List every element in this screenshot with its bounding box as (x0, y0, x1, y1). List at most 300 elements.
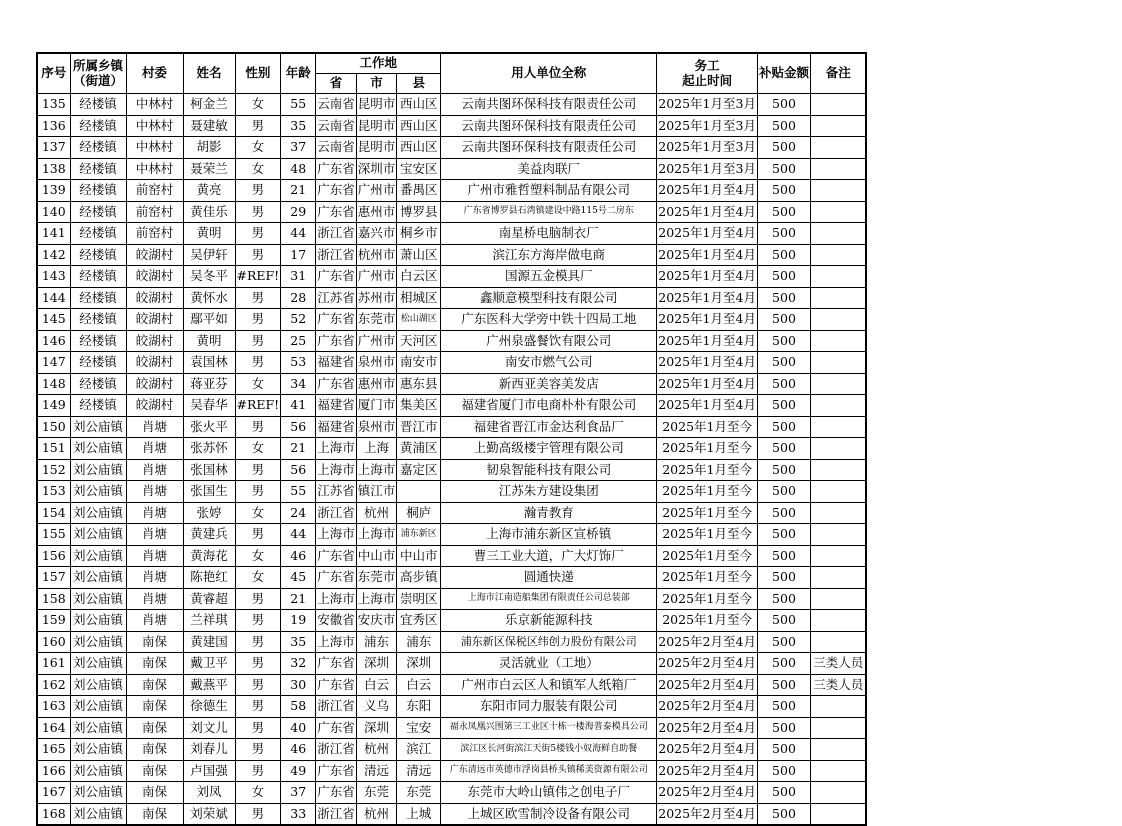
cell-village: 肖塘 (126, 524, 183, 546)
table-row (37, 352, 866, 374)
cell-gender: 男 (235, 201, 281, 223)
header-province: 省 (316, 74, 357, 94)
cell-subsidy-amount: 500 (757, 137, 810, 159)
cell-age: 21 (281, 438, 316, 460)
cell-work-period: 2025年1月至4月 (657, 395, 758, 417)
cell-person-name: 黄亮 (183, 180, 235, 202)
cell-serial-number: 137 (37, 137, 70, 159)
table-row (37, 481, 866, 503)
cell-age: 48 (281, 158, 316, 180)
cell-work-period: 2025年1月至今 (657, 524, 758, 546)
cell-serial-number: 156 (37, 545, 70, 567)
cell-county: 相城区 (397, 287, 441, 309)
cell-township: 刘公庙镇 (70, 610, 126, 632)
cell-employer: 广州市雅哲塑料制品有限公司 (441, 180, 657, 202)
cell-gender: 男 (235, 180, 281, 202)
cell-township: 经楼镇 (70, 244, 126, 266)
cell-work-period: 2025年2月至4月 (657, 739, 758, 761)
cell-age: 46 (281, 545, 316, 567)
cell-city: 广州市 (356, 266, 397, 288)
cell-age: 24 (281, 502, 316, 524)
cell-remark (810, 115, 866, 137)
cell-county: 桐乡市 (397, 223, 441, 245)
cell-person-name: 鄢平如 (183, 309, 235, 331)
cell-person-name: 张婷 (183, 502, 235, 524)
cell-province: 广东省 (316, 653, 357, 675)
table-row (37, 158, 866, 180)
cell-city: 清远 (356, 760, 397, 782)
cell-serial-number: 141 (37, 223, 70, 245)
cell-township: 刘公庙镇 (70, 739, 126, 761)
cell-work-period: 2025年1月至今 (657, 502, 758, 524)
cell-employer: 南星桥电脑制衣厂 (441, 223, 657, 245)
cell-gender: 男 (235, 760, 281, 782)
cell-work-period: 2025年1月至4月 (657, 287, 758, 309)
cell-city: 深圳 (356, 717, 397, 739)
cell-subsidy-amount: 500 (757, 524, 810, 546)
cell-employer: 国源五金模具厂 (441, 266, 657, 288)
cell-village: 前窑村 (126, 223, 183, 245)
cell-county: 宝安 (397, 717, 441, 739)
cell-village: 南保 (126, 653, 183, 675)
cell-village: 南保 (126, 717, 183, 739)
cell-remark (810, 739, 866, 761)
cell-province: 浙江省 (316, 502, 357, 524)
cell-county: 集美区 (397, 395, 441, 417)
cell-person-name: 蒋亚芬 (183, 373, 235, 395)
cell-remark (810, 244, 866, 266)
table-row (37, 459, 866, 481)
cell-work-period: 2025年1月至今 (657, 459, 758, 481)
cell-subsidy-amount: 500 (757, 223, 810, 245)
cell-village: 南保 (126, 739, 183, 761)
cell-work-period: 2025年1月至4月 (657, 373, 758, 395)
cell-gender: 男 (235, 610, 281, 632)
cell-age: 21 (281, 180, 316, 202)
cell-province: 福建省 (316, 352, 357, 374)
cell-city: 昆明市 (356, 137, 397, 159)
cell-city: 厦门市 (356, 395, 397, 417)
cell-village: 皎湖村 (126, 309, 183, 331)
cell-remark (810, 502, 866, 524)
cell-county: 西山区 (397, 94, 441, 116)
cell-age: 44 (281, 223, 316, 245)
cell-person-name: 张火平 (183, 416, 235, 438)
header-gender: 性别 (235, 53, 281, 94)
cell-gender: 男 (235, 674, 281, 696)
cell-serial-number: 163 (37, 696, 70, 718)
table-row (37, 782, 866, 804)
table-row (37, 201, 866, 223)
cell-township: 经楼镇 (70, 201, 126, 223)
cell-gender: 女 (235, 94, 281, 116)
cell-county: 深圳 (397, 653, 441, 675)
cell-subsidy-amount: 500 (757, 545, 810, 567)
cell-remark (810, 803, 866, 825)
cell-work-period: 2025年2月至4月 (657, 717, 758, 739)
cell-remark (810, 94, 866, 116)
cell-county: 博罗县 (397, 201, 441, 223)
cell-township: 刘公庙镇 (70, 416, 126, 438)
cell-work-period: 2025年1月至3月 (657, 94, 758, 116)
cell-gender: 男 (235, 653, 281, 675)
cell-township: 刘公庙镇 (70, 803, 126, 825)
cell-remark (810, 481, 866, 503)
header-period-line2: 起止时间 (682, 72, 733, 88)
cell-village: 南保 (126, 674, 183, 696)
table-row (37, 610, 866, 632)
cell-county: 番禺区 (397, 180, 441, 202)
header-period (657, 53, 758, 94)
cell-age: 55 (281, 94, 316, 116)
cell-province: 江苏省 (316, 481, 357, 503)
header-amount: 补贴金额 (757, 53, 810, 94)
cell-city: 东莞 (356, 782, 397, 804)
cell-employer: 圆通快递 (441, 567, 657, 589)
cell-remark (810, 330, 866, 352)
cell-province: 江苏省 (316, 287, 357, 309)
table-row (37, 653, 866, 675)
cell-village: 皎湖村 (126, 395, 183, 417)
cell-remark (810, 610, 866, 632)
cell-person-name: 戴卫平 (183, 653, 235, 675)
table-row (37, 545, 866, 567)
cell-person-name: 张国林 (183, 459, 235, 481)
cell-village: 肖塘 (126, 588, 183, 610)
cell-age: 40 (281, 717, 316, 739)
cell-employer: 韧泉智能科技有限公司 (441, 459, 657, 481)
cell-township: 刘公庙镇 (70, 674, 126, 696)
cell-city: 安庆市 (356, 610, 397, 632)
header-village: 村委 (126, 53, 183, 94)
cell-village: 肖塘 (126, 502, 183, 524)
table-row (37, 309, 866, 331)
cell-city: 杭州 (356, 739, 397, 761)
cell-township: 经楼镇 (70, 309, 126, 331)
cell-county: 天河区 (397, 330, 441, 352)
cell-work-period: 2025年1月至4月 (657, 309, 758, 331)
cell-township: 刘公庙镇 (70, 438, 126, 460)
cell-county: 黄浦区 (397, 438, 441, 460)
cell-province: 广东省 (316, 782, 357, 804)
cell-work-period: 2025年2月至4月 (657, 653, 758, 675)
cell-subsidy-amount: 500 (757, 631, 810, 653)
cell-province: 广东省 (316, 674, 357, 696)
cell-age: 49 (281, 760, 316, 782)
cell-gender: 男 (235, 287, 281, 309)
cell-subsidy-amount: 500 (757, 287, 810, 309)
cell-county: 宜秀区 (397, 610, 441, 632)
cell-city: 上海市 (356, 588, 397, 610)
cell-work-period: 2025年1月至4月 (657, 223, 758, 245)
cell-subsidy-amount: 500 (757, 696, 810, 718)
table-row (37, 717, 866, 739)
header-no: 序号 (37, 53, 70, 94)
cell-employer: 乐京新能源科技 (441, 610, 657, 632)
table-row (37, 287, 866, 309)
cell-age: 28 (281, 287, 316, 309)
cell-serial-number: 160 (37, 631, 70, 653)
cell-township: 刘公庙镇 (70, 567, 126, 589)
cell-village: 中林村 (126, 115, 183, 137)
cell-gender: 男 (235, 588, 281, 610)
cell-employer: 广东医科大学旁中铁十四局工地 (441, 309, 657, 331)
cell-city: 浦东 (356, 631, 397, 653)
cell-serial-number: 168 (37, 803, 70, 825)
cell-person-name: 戴燕平 (183, 674, 235, 696)
cell-village: 中林村 (126, 158, 183, 180)
cell-city: 上海市 (356, 524, 397, 546)
cell-employer: 东莞市大岭山镇伟之创电子厂 (441, 782, 657, 804)
cell-township: 经楼镇 (70, 395, 126, 417)
table-row (37, 373, 866, 395)
cell-gender: 男 (235, 459, 281, 481)
cell-township: 经楼镇 (70, 223, 126, 245)
cell-employer: 东阳市同力服装有限公司 (441, 696, 657, 718)
header-city: 市 (356, 74, 397, 94)
cell-serial-number: 147 (37, 352, 70, 374)
cell-village: 南保 (126, 782, 183, 804)
cell-village: 南保 (126, 760, 183, 782)
cell-province: 浙江省 (316, 244, 357, 266)
cell-village: 肖塘 (126, 459, 183, 481)
cell-work-period: 2025年1月至3月 (657, 137, 758, 159)
cell-person-name: 黄建兵 (183, 524, 235, 546)
cell-township: 刘公庙镇 (70, 760, 126, 782)
cell-subsidy-amount: 500 (757, 266, 810, 288)
cell-gender: 女 (235, 137, 281, 159)
cell-subsidy-amount: 500 (757, 330, 810, 352)
cell-province: 云南省 (316, 94, 357, 116)
cell-person-name: 兰祥琪 (183, 610, 235, 632)
cell-person-name: 黄建国 (183, 631, 235, 653)
cell-employer: 云南共图环保科技有限责任公司 (441, 115, 657, 137)
cell-subsidy-amount: 500 (757, 395, 810, 417)
cell-age: 17 (281, 244, 316, 266)
cell-village: 肖塘 (126, 610, 183, 632)
cell-subsidy-amount: 500 (757, 739, 810, 761)
table-row (37, 674, 866, 696)
cell-township: 刘公庙镇 (70, 545, 126, 567)
cell-county: 东阳 (397, 696, 441, 718)
cell-county: 惠东县 (397, 373, 441, 395)
cell-township: 经楼镇 (70, 158, 126, 180)
header-town-line1: 所属乡镇 (72, 58, 123, 74)
cell-township: 刘公庙镇 (70, 696, 126, 718)
cell-county: 西山区 (397, 115, 441, 137)
cell-city: 深圳 (356, 653, 397, 675)
cell-age: 37 (281, 137, 316, 159)
table-row (37, 739, 866, 761)
table-row (37, 395, 866, 417)
cell-gender: 男 (235, 115, 281, 137)
cell-province: 上海市 (316, 459, 357, 481)
cell-serial-number: 165 (37, 739, 70, 761)
header-name: 姓名 (183, 53, 235, 94)
cell-person-name: 袁国林 (183, 352, 235, 374)
cell-age: 55 (281, 481, 316, 503)
cell-city: 上海市 (356, 459, 397, 481)
cell-employer: 上海市浦东新区宣桥镇 (441, 524, 657, 546)
table-row (37, 524, 866, 546)
table-body (37, 94, 866, 826)
cell-province: 云南省 (316, 137, 357, 159)
cell-village: 皎湖村 (126, 352, 183, 374)
cell-village: 皎湖村 (126, 266, 183, 288)
cell-serial-number: 139 (37, 180, 70, 202)
cell-remark (810, 180, 866, 202)
cell-remark (810, 223, 866, 245)
cell-person-name: 黄睿超 (183, 588, 235, 610)
cell-county: 晋江市 (397, 416, 441, 438)
cell-serial-number: 162 (37, 674, 70, 696)
cell-subsidy-amount: 500 (757, 459, 810, 481)
cell-village: 前窑村 (126, 201, 183, 223)
cell-serial-number: 144 (37, 287, 70, 309)
cell-township: 经楼镇 (70, 287, 126, 309)
cell-age: 35 (281, 631, 316, 653)
cell-work-period: 2025年1月至今 (657, 567, 758, 589)
table-row (37, 137, 866, 159)
cell-gender: 女 (235, 545, 281, 567)
cell-serial-number: 136 (37, 115, 70, 137)
cell-work-period: 2025年1月至今 (657, 588, 758, 610)
cell-gender: 男 (235, 244, 281, 266)
cell-province: 上海市 (316, 524, 357, 546)
header-age: 年龄 (281, 53, 316, 94)
cell-remark (810, 158, 866, 180)
cell-gender: 女 (235, 158, 281, 180)
table-row (37, 330, 866, 352)
cell-employer: 江苏朱方建设集团 (441, 481, 657, 503)
cell-person-name: 黄海花 (183, 545, 235, 567)
table-row (37, 115, 866, 137)
cell-work-period: 2025年2月至4月 (657, 696, 758, 718)
cell-gender: #REF! (235, 395, 281, 417)
cell-age: 21 (281, 588, 316, 610)
cell-work-period: 2025年2月至4月 (657, 803, 758, 825)
cell-subsidy-amount: 500 (757, 760, 810, 782)
cell-age: 34 (281, 373, 316, 395)
cell-serial-number: 157 (37, 567, 70, 589)
cell-city: 中山市 (356, 545, 397, 567)
cell-county: 西山区 (397, 137, 441, 159)
cell-remark (810, 459, 866, 481)
cell-city: 苏州市 (356, 287, 397, 309)
cell-age: 41 (281, 395, 316, 417)
cell-age: 33 (281, 803, 316, 825)
cell-remark (810, 588, 866, 610)
cell-village: 南保 (126, 696, 183, 718)
cell-age: 56 (281, 416, 316, 438)
cell-city: 东莞市 (356, 309, 397, 331)
cell-gender: 男 (235, 803, 281, 825)
cell-subsidy-amount: 500 (757, 674, 810, 696)
cell-age: 53 (281, 352, 316, 374)
cell-township: 经楼镇 (70, 115, 126, 137)
cell-subsidy-amount: 500 (757, 782, 810, 804)
cell-province: 上海市 (316, 588, 357, 610)
cell-gender: 男 (235, 330, 281, 352)
cell-village: 南保 (126, 803, 183, 825)
cell-person-name: 刘文儿 (183, 717, 235, 739)
cell-employer: 广东省博罗县石湾镇建设中路115号二房东 (441, 201, 657, 223)
cell-age: 19 (281, 610, 316, 632)
cell-person-name: 黄佳乐 (183, 201, 235, 223)
cell-city: 杭州 (356, 502, 397, 524)
cell-province: 广东省 (316, 567, 357, 589)
cell-village: 肖塘 (126, 416, 183, 438)
cell-remark (810, 567, 866, 589)
cell-province: 广东省 (316, 330, 357, 352)
cell-person-name: 卢国强 (183, 760, 235, 782)
table-header (37, 53, 866, 94)
cell-work-period: 2025年1月至今 (657, 416, 758, 438)
cell-remark (810, 373, 866, 395)
table-row (37, 567, 866, 589)
cell-serial-number: 152 (37, 459, 70, 481)
cell-subsidy-amount: 500 (757, 309, 810, 331)
cell-work-period: 2025年1月至今 (657, 610, 758, 632)
cell-subsidy-amount: 500 (757, 115, 810, 137)
cell-serial-number: 167 (37, 782, 70, 804)
cell-gender: 男 (235, 416, 281, 438)
cell-employer: 浦东新区保税区纬创力股份有限公司 (441, 631, 657, 653)
cell-county: 崇明区 (397, 588, 441, 610)
cell-serial-number: 145 (37, 309, 70, 331)
cell-gender: 男 (235, 524, 281, 546)
cell-county: 中山市 (397, 545, 441, 567)
cell-province: 浙江省 (316, 223, 357, 245)
table-row (37, 803, 866, 825)
cell-subsidy-amount: 500 (757, 438, 810, 460)
cell-province: 福建省 (316, 395, 357, 417)
cell-employer: 美益肉联厂 (441, 158, 657, 180)
table-row (37, 588, 866, 610)
cell-serial-number: 159 (37, 610, 70, 632)
cell-township: 刘公庙镇 (70, 502, 126, 524)
table-row (37, 696, 866, 718)
cell-serial-number: 166 (37, 760, 70, 782)
cell-employer: 广东清远市英德市浮岗县桥头镇稀美资源有限公司 (441, 760, 657, 782)
cell-serial-number: 151 (37, 438, 70, 460)
cell-age: 52 (281, 309, 316, 331)
cell-age: 31 (281, 266, 316, 288)
cell-gender: 男 (235, 631, 281, 653)
table-row (37, 223, 866, 245)
cell-subsidy-amount: 500 (757, 201, 810, 223)
cell-serial-number: 154 (37, 502, 70, 524)
cell-work-period: 2025年2月至4月 (657, 782, 758, 804)
cell-person-name: 吴伊轩 (183, 244, 235, 266)
cell-county: 桐庐 (397, 502, 441, 524)
cell-age: 56 (281, 459, 316, 481)
cell-remark (810, 266, 866, 288)
cell-village: 南保 (126, 631, 183, 653)
cell-serial-number: 164 (37, 717, 70, 739)
cell-person-name: 徐德生 (183, 696, 235, 718)
cell-work-period: 2025年1月至3月 (657, 115, 758, 137)
cell-province: 广东省 (316, 266, 357, 288)
cell-serial-number: 138 (37, 158, 70, 180)
cell-remark (810, 352, 866, 374)
cell-remark (810, 524, 866, 546)
cell-subsidy-amount: 500 (757, 416, 810, 438)
cell-person-name: 聂荣兰 (183, 158, 235, 180)
cell-age: 45 (281, 567, 316, 589)
cell-gender: 男 (235, 717, 281, 739)
cell-person-name: 胡影 (183, 137, 235, 159)
